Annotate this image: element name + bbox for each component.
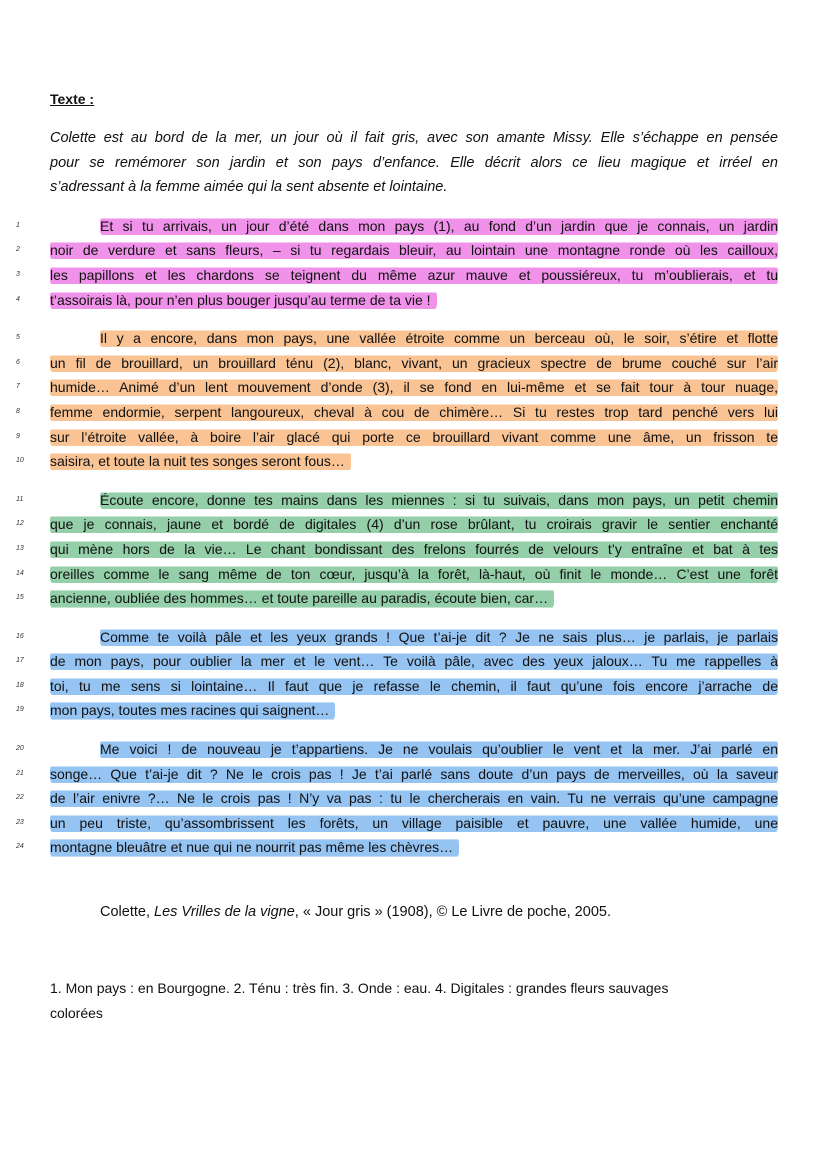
highlighted-line xyxy=(16,288,437,313)
line-number: 21 xyxy=(16,769,24,777)
highlighted-line xyxy=(16,351,778,376)
text-paragraphs xyxy=(16,214,778,860)
line-text: Et si tu arrivais, un jour d’été dans mon pays (1), au fond d’un jardin que je connais, un jardin xyxy=(100,217,778,234)
highlighted-line xyxy=(16,625,778,650)
line-number: 1 xyxy=(16,221,20,229)
line-text: oreilles comme le sang même de ton cœur, jusqu’à la forêt, là-haut, où finit le monde… C’est une forêt xyxy=(50,565,778,582)
text-paragraph xyxy=(16,737,778,860)
line-number: 17 xyxy=(16,657,24,665)
line-text: sur l’étroite vallée, à boire l’air glacé qui porte ce brouillard vivant comme une âme, un frisson te xyxy=(50,428,778,445)
document-body xyxy=(16,126,778,1025)
highlighted-line xyxy=(16,263,778,288)
line-number: 5 xyxy=(16,334,20,342)
line-text: songe… Que t’ai-je dit ? Ne le crois pas ! Je t’ai parlé sans doute d’un pays de merveilles, où la saveur xyxy=(50,765,778,782)
footnote-line: 1. Mon pays : en Bourgogne. 2. Ténu : très fin. 3. Onde : eau. 4. Digitales : grandes fleurs sauvages xyxy=(50,980,669,997)
highlighted-line xyxy=(16,562,778,587)
line-number: 2 xyxy=(16,246,20,254)
highlighted-line xyxy=(16,214,778,239)
citation-author: Colette, xyxy=(100,904,154,921)
line-number: 7 xyxy=(16,383,20,391)
highlighted-line xyxy=(16,537,778,562)
text-paragraph xyxy=(16,625,778,723)
line-text: noir de verdure et sans fleurs, – si tu regardais bleuir, au lointain une montagne ronde où les cailloux, xyxy=(50,242,778,259)
line-text: humide… Animé d’un lent mouvement d’onde (3), il se fond en lui-même et se fait tour à tour nuage, xyxy=(50,379,778,396)
line-number: 22 xyxy=(16,794,24,802)
line-number: 23 xyxy=(16,818,24,826)
highlighted-line xyxy=(16,512,778,537)
highlighted-line xyxy=(16,238,778,263)
highlighted-line xyxy=(16,698,335,723)
highlighted-line xyxy=(16,488,778,513)
citation xyxy=(50,900,778,924)
highlighted-line xyxy=(16,835,459,860)
citation-work: Les Vrilles de la vigne xyxy=(154,904,295,921)
text-paragraph xyxy=(16,488,778,611)
line-text: de mon pays, pour oublier la mer et le vent… Te voilà pâle, avec des yeux jaloux… Tu me rappelles à xyxy=(50,653,778,670)
footnote-line: colorées xyxy=(50,1004,103,1021)
line-number: 6 xyxy=(16,358,20,366)
line-text: montagne bleuâtre et nue qui ne nourrit pas même les chèvres… xyxy=(50,839,454,856)
highlighted-line xyxy=(16,586,554,611)
section-title: Texte : xyxy=(50,91,95,107)
highlighted-line xyxy=(16,811,778,836)
line-number: 15 xyxy=(16,594,24,602)
line-text: Me voici ! de nouveau je t’appartiens. Je ne voulais qu’oublier le vent et la mer. J’ai parlé en xyxy=(100,741,778,758)
line-number: 3 xyxy=(16,270,20,278)
line-text: qui mène hors de la vie… Le chant bondissant des frelons fourrés de velours t’y entraîne et bat à tes xyxy=(50,540,778,557)
footnotes xyxy=(50,976,770,1025)
line-text: femme endormie, serpent langoureux, cheval à cou de chimère… Si tu restes trop tard penché vers lui xyxy=(50,403,778,420)
line-number: 19 xyxy=(16,706,24,714)
line-text: Écoute encore, donne tes mains dans les miennes : si tu suivais, dans mon pays, un petit chemin xyxy=(100,491,778,508)
intro-line: Colette est au bord de la mer, un jour où il fait gris, avec son amante Missy. Elle s’échappe en pensée xyxy=(50,130,778,146)
line-text: Comme te voilà pâle et les yeux grands ! Que t’ai-je dit ? Je ne sais plus… je parlais, je parlais xyxy=(100,628,778,645)
line-text: les papillons et les chardons se teignent du même azur mauve et poussiéreux, tu m’oublierais, et tu xyxy=(50,266,778,283)
highlighted-line xyxy=(16,649,778,674)
highlighted-line xyxy=(16,674,778,699)
line-text: ancienne, oubliée des hommes… et toute pareille au paradis, écoute bien, car… xyxy=(50,590,549,607)
highlighted-line xyxy=(16,449,351,474)
line-text: toi, tu me sens si lointaine… Il faut que je refasse le chemin, il faut qu’une fois encore j’arrache de xyxy=(50,677,778,694)
highlighted-line xyxy=(16,326,778,351)
line-text: de l’air enivre ?… Ne le crois pas ! N’y va pas : tu le chercherais en vain. Tu ne verrais qu’une campagne xyxy=(50,790,778,807)
intro-line: pour se remémorer son jardin et son pays d’enfance. Elle décrit alors ce lieu magique et irréel en xyxy=(50,154,778,171)
line-text: mon pays, toutes mes racines qui saignent… xyxy=(50,702,330,719)
intro-line: s’adressant à la femme aimée qui la sent absente et lointaine. xyxy=(50,179,448,196)
text-paragraph xyxy=(16,326,778,474)
line-text: que je connais, jaune et bordé de digitales (4) d’un rose brûlant, tu croirais gravir le sentier enchanté xyxy=(50,516,778,533)
highlighted-line xyxy=(16,786,778,811)
line-number: 24 xyxy=(16,843,24,851)
line-number: 18 xyxy=(16,681,24,689)
line-text: saisira, et toute la nuit tes songes seront fous… xyxy=(50,453,345,470)
line-text: Il y a encore, dans mon pays, une vallée étroite comme un berceau où, le soir, s’étire et flotte xyxy=(100,330,778,347)
line-number: 10 xyxy=(16,457,24,465)
line-number: 14 xyxy=(16,569,24,577)
line-number: 11 xyxy=(16,495,24,503)
line-text: un peu triste, qu’assombrissent les forêts, un village paisible et pauvre, une vallée humide, une xyxy=(50,814,778,831)
citation-rest: , « Jour gris » (1908), © Le Livre de poche, 2005. xyxy=(294,904,611,921)
line-number: 16 xyxy=(16,632,24,640)
line-text: t’assoirais là, pour n’en plus bouger jusqu’au terme de ta vie ! xyxy=(50,291,431,308)
line-number: 13 xyxy=(16,544,24,552)
highlighted-line xyxy=(16,400,778,425)
line-number: 4 xyxy=(16,295,20,303)
highlighted-line xyxy=(16,762,778,787)
highlighted-line xyxy=(16,375,778,400)
line-number: 20 xyxy=(16,745,24,753)
line-text: un fil de brouillard, un brouillard ténu (2), blanc, vivant, un gracieux spectre de brume couché sur l’air xyxy=(50,354,778,371)
highlighted-line xyxy=(16,737,778,762)
line-number: 9 xyxy=(16,432,20,440)
intro-paragraph xyxy=(50,126,778,200)
text-paragraph xyxy=(16,214,778,312)
highlighted-line xyxy=(16,425,778,450)
line-number: 8 xyxy=(16,407,20,415)
line-number: 12 xyxy=(16,520,24,528)
